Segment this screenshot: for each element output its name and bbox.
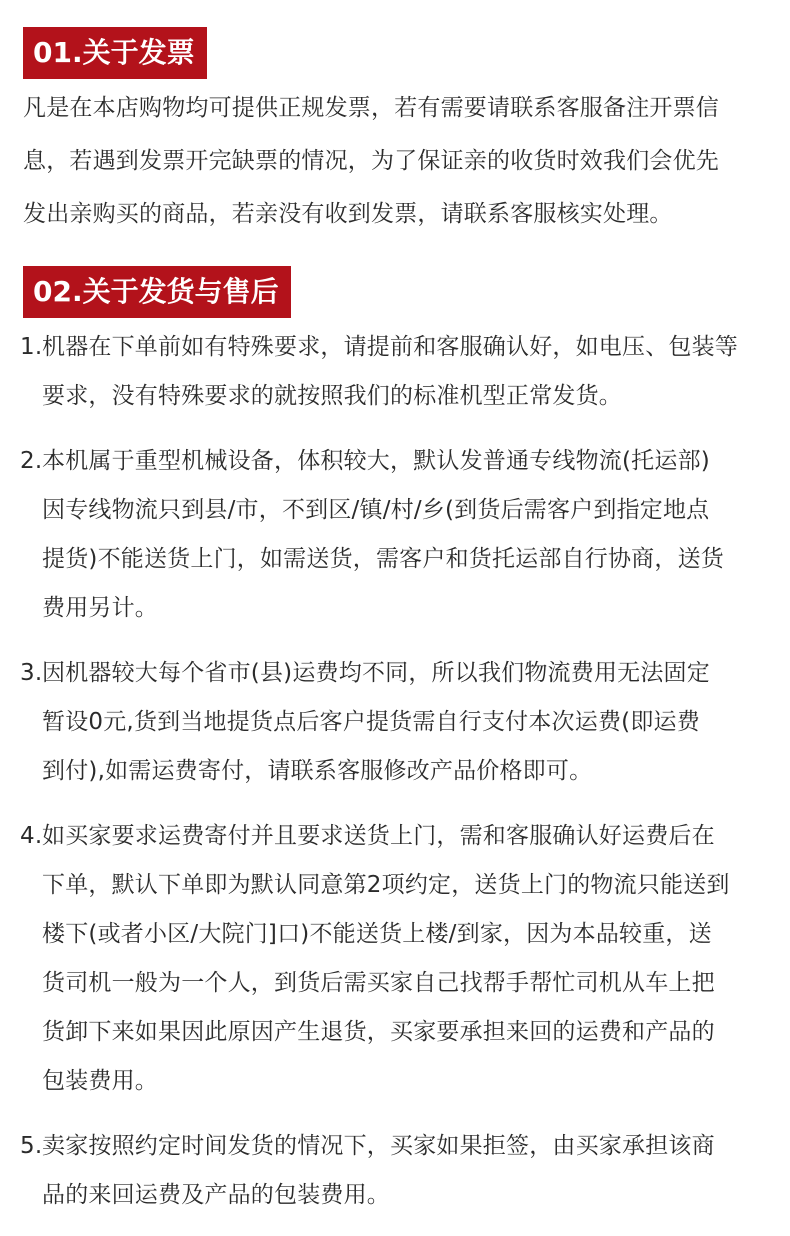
list-item bbox=[20, 1122, 775, 1220]
paragraph-line: 凡是在本店购物均可提供正规发票，若有需要请联系客服备注开票信 bbox=[23, 95, 719, 121]
item-line: 机器在下单前如有特殊要求，请提前和客服确认好，如电压、包装等 bbox=[42, 334, 738, 360]
item-number: 1. bbox=[20, 334, 43, 360]
paragraph-line: 息，若遇到发票开完缺票的情况，为了保证亲的收货时效我们会优先 bbox=[23, 148, 719, 174]
item-line: 到付),如需运费寄付，请联系客服修改产品价格即可。 bbox=[42, 758, 593, 784]
item-line: 要求，没有特殊要求的就按照我们的标准机型正常发货。 bbox=[42, 383, 622, 409]
list-item bbox=[20, 649, 775, 796]
item-line: 因机器较大每个省市(县)运费均不同，所以我们物流费用无法固定 bbox=[42, 660, 710, 686]
item-line: 包装费用。 bbox=[42, 1068, 158, 1094]
item-line: 楼下(或者小区/大院门]口)不能送货上楼/到家，因为本品较重，送 bbox=[42, 921, 712, 947]
item-line: 因专线物流只到县/市，不到区/镇/村/乡(到货后需客户到指定地点 bbox=[42, 497, 710, 523]
shipping-list bbox=[20, 323, 775, 1236]
list-item bbox=[20, 323, 775, 421]
item-line: 暂设0元,货到当地提货点后客户提货需自行支付本次运费(即运费 bbox=[42, 709, 700, 735]
item-number: 4. bbox=[20, 823, 43, 849]
section-title-shipping: 02.关于发货与售后 bbox=[23, 266, 291, 318]
item-line: 品的来回运费及产品的包装费用。 bbox=[42, 1182, 390, 1208]
item-line: 本机属于重型机械设备，体积较大，默认发普通专线物流(托运部) bbox=[42, 448, 710, 474]
list-item bbox=[20, 437, 775, 633]
item-line: 提货)不能送货上门，如需送货，需客户和货托运部自行协商，送货 bbox=[42, 546, 724, 572]
item-line: 如买家要求运费寄付并且要求送货上门，需和客服确认好运费后在 bbox=[42, 823, 715, 849]
item-line: 货卸下来如果因此原因产生退货，买家要承担来回的运费和产品的 bbox=[42, 1019, 715, 1045]
item-number: 5. bbox=[20, 1133, 43, 1159]
list-item bbox=[20, 812, 775, 1106]
paragraph-line: 发出亲购买的商品，若亲没有收到发票，请联系客服核实处理。 bbox=[23, 201, 673, 227]
item-line: 卖家按照约定时间发货的情况下，买家如果拒签，由买家承担该商 bbox=[42, 1133, 715, 1159]
item-number: 3. bbox=[20, 660, 43, 686]
item-number: 2. bbox=[20, 448, 43, 474]
invoice-paragraph bbox=[23, 82, 775, 241]
item-line: 货司机一般为一个人，到货后需买家自己找帮手帮忙司机从车上把 bbox=[42, 970, 715, 996]
section-title-invoice: 01.关于发票 bbox=[23, 27, 207, 79]
item-line: 费用另计。 bbox=[42, 595, 158, 621]
item-line: 下单，默认下单即为默认同意第2项约定，送货上门的物流只能送到 bbox=[42, 872, 730, 898]
